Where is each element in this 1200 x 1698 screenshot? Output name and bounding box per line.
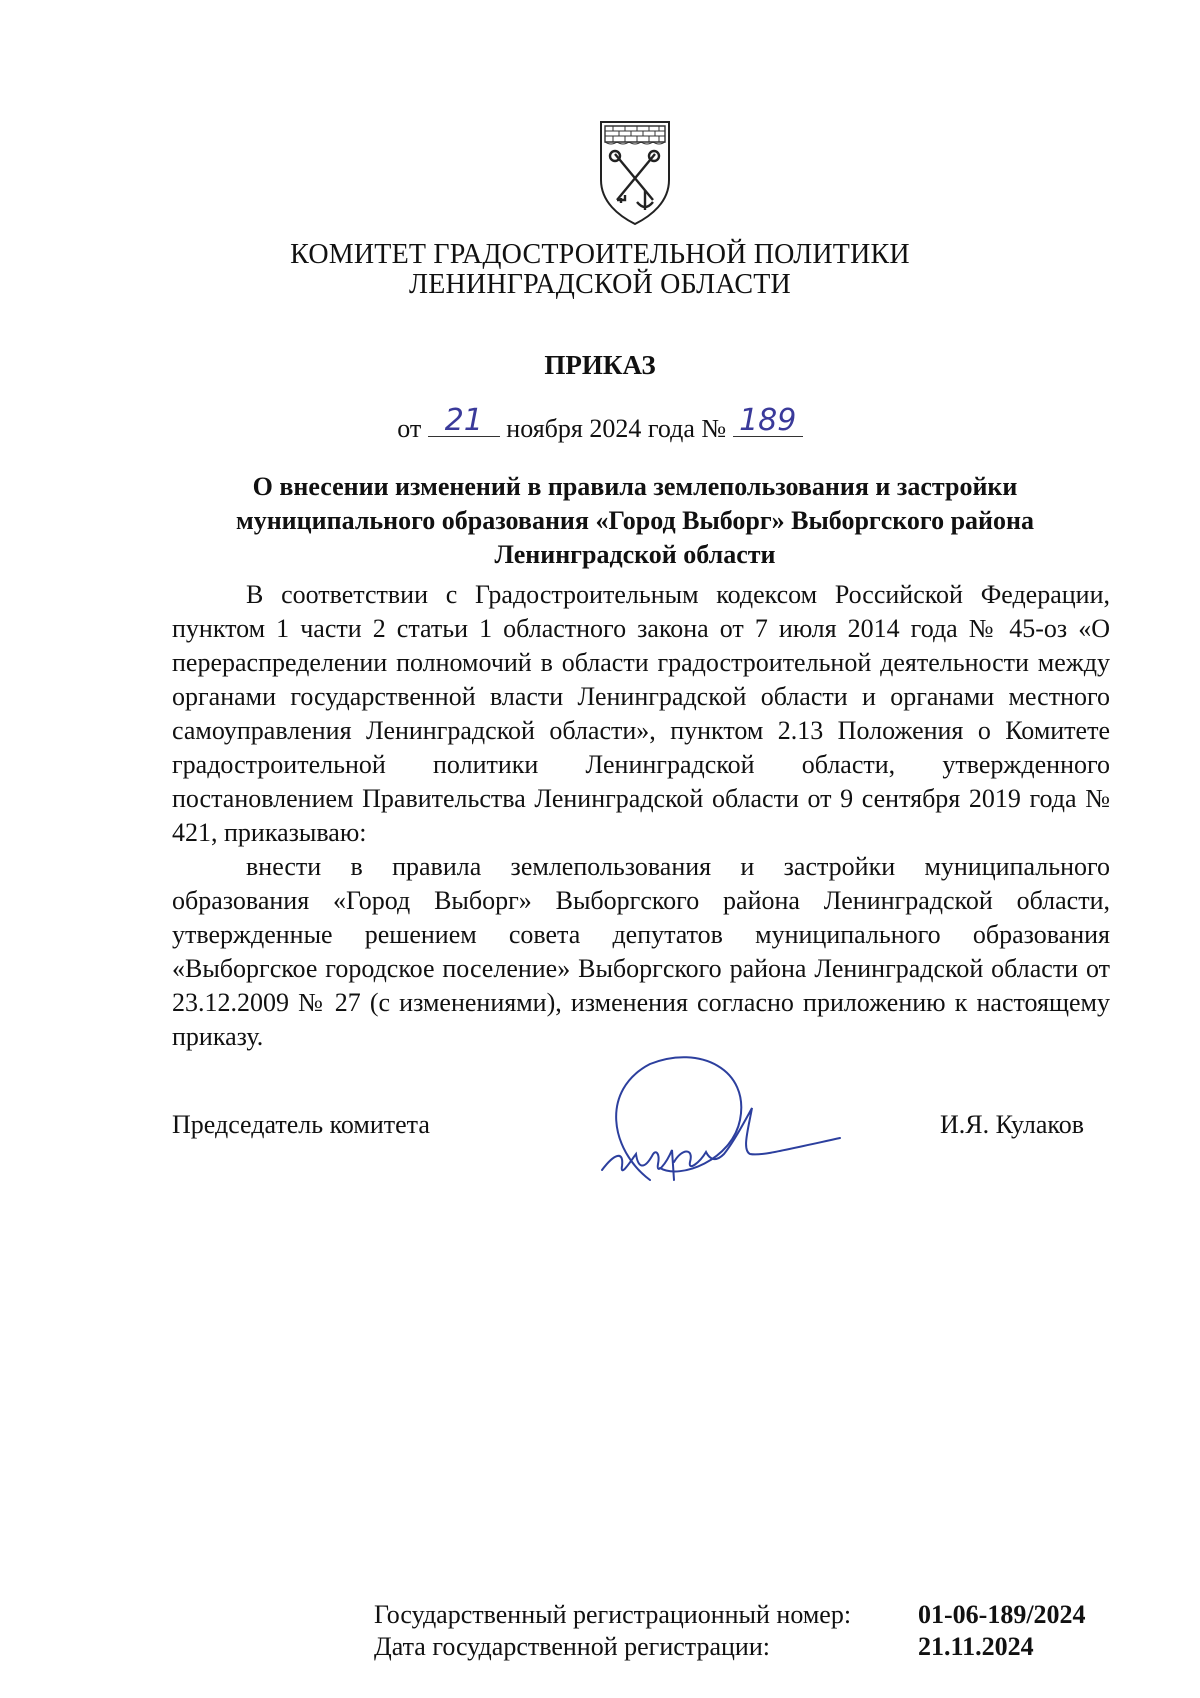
handwritten-signature xyxy=(590,1050,850,1200)
handwritten-order-number: 189 xyxy=(739,403,797,438)
order-date-number-line xyxy=(0,403,1200,444)
body-paragraph-2: внести в правила землепользования и застройки муниципального образования «Город Выборг» Выборгского района Ленинградской области, утвержденные решением совета депутатов муниципального образования «Выборгское городское поселение» Выборгского района Ленинградской области от 23.12.2009 № 27 (с изменениями), изменения согласно приложению к настоящему приказу. xyxy=(172,852,1110,1051)
handwritten-number-field xyxy=(733,403,803,438)
body-paragraph-1: В соответствии с Градостроительным кодексом Российской Федерации, пунктом 1 части 2 статьи 1 областного закона от 7 июля 2014 года № 45-оз «О перераспределении полномочий в области градостроительной деятельности между органами государственной власти Ленинградской области и органами местного самоуправления Ленинградской области», пунктом 2.13 Положения о Комитете градостроительной политики Ленинградской области, утвержденного постановлением Правительства Ленинградской области от 9 сентября 2019 года № 421, приказываю: xyxy=(172,580,1110,847)
signatory-role: Председатель комитета xyxy=(172,1110,430,1139)
registration-number-label: Государственный регистрационный номер: xyxy=(374,1600,852,1629)
document-type-title: ПРИКАЗ xyxy=(544,350,656,380)
handwritten-day: 21 xyxy=(444,403,483,438)
organization-name-line1: КОМИТЕТ ГРАДОСТРОИТЕЛЬНОЙ ПОЛИТИКИ xyxy=(290,239,910,270)
date-middle-text: ноября 2024 года № xyxy=(506,414,727,443)
signature-scribble-icon xyxy=(590,1050,850,1200)
handwritten-day-field xyxy=(428,403,500,438)
date-prefix: от xyxy=(397,414,422,443)
order-subject: О внесении изменений в правила землепользования и застройки муниципального образования «Город Выборг» Выборгского района Ленинградской области xyxy=(235,472,1034,569)
leningrad-oblast-coat-of-arms-icon xyxy=(597,118,673,226)
registration-date-label: Дата государственной регистрации: xyxy=(374,1632,770,1661)
organization-name-line2: ЛЕНИНГРАДСКОЙ ОБЛАСТИ xyxy=(409,269,791,300)
order-body xyxy=(172,578,1110,1054)
signatory-name: И.Я. Кулаков xyxy=(940,1110,1084,1139)
registration-number-value: 01-06-189/2024 xyxy=(918,1600,1086,1629)
registration-date-value: 21.11.2024 xyxy=(918,1632,1034,1661)
coat-of-arms-emblem xyxy=(597,118,673,226)
